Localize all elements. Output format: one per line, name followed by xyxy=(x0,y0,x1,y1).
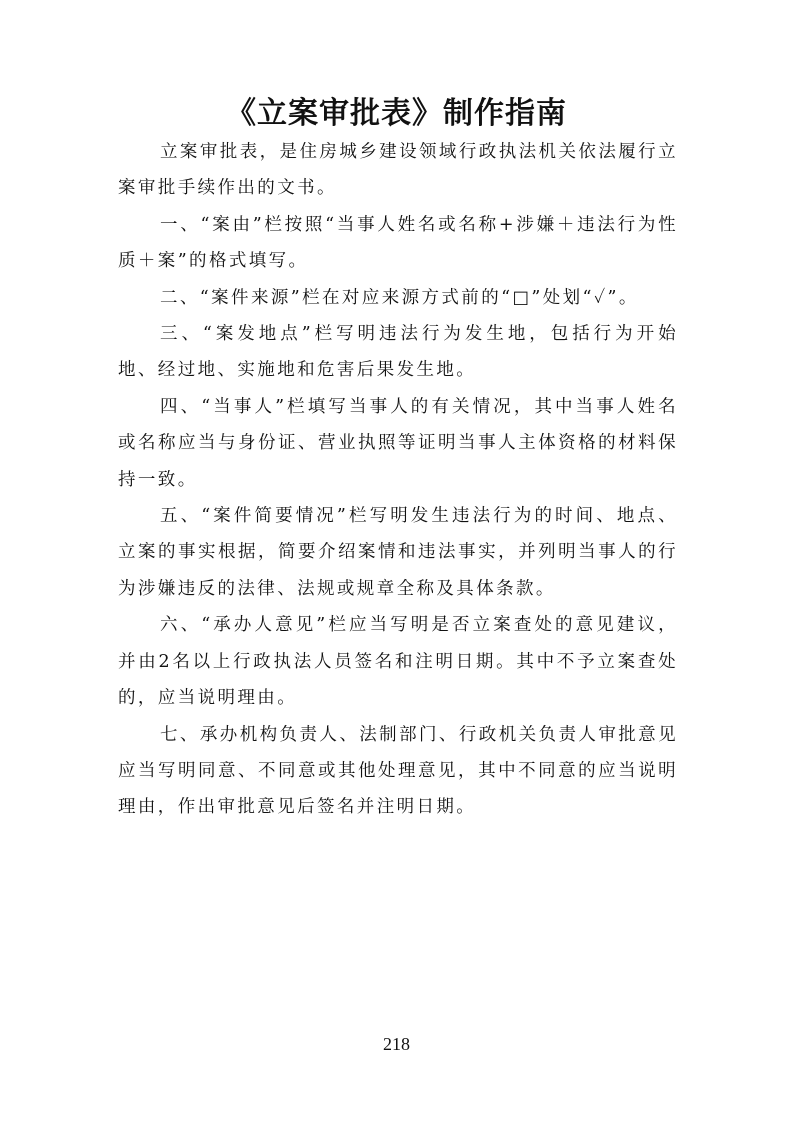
paragraph-7: 七、承办机构负责人、法制部门、行政机关负责人审批意见应当写明同意、不同意或其他处理意见，其中不同意的应当说明理由，作出审批意见后签名并注明日期。 xyxy=(118,724,678,818)
page-number: 218 xyxy=(383,1034,410,1054)
paragraph-4: 四、“当事人”栏填写当事人的有关情况，其中当事人姓名或名称应当与身份证、营业执照等证明当事人主体资格的材料保持一致。 xyxy=(118,396,678,490)
paragraph-3: 三、“案发地点”栏写明违法行为发生地，包括行为开始地、经过地、实施地和危害后果发生地。 xyxy=(118,324,678,381)
paragraph-5: 五、“案件简要情况”栏写明发生违法行为的时间、地点、立案的事实根据，简要介绍案情和违法事实，并列明当事人的行为涉嫌违反的法律、法规或规章全称及具体条款。 xyxy=(118,506,678,599)
document-title: 《立案审批表》制作指南 xyxy=(226,96,567,131)
document-body xyxy=(118,134,678,826)
paragraph-6: 六、“承办人意见”栏应当写明是否立案查处的意见建议，并由2名以上行政执法人员签名和注明日期。其中不予立案查处的，应当说明理由。 xyxy=(118,615,678,709)
paragraph-intro: 立案审批表，是住房城乡建设领域行政执法机关依法履行立案审批手续作出的文书。 xyxy=(118,142,678,199)
paragraph-2: 二、“案件来源”栏在对应来源方式前的“□”处划“✓”。 xyxy=(160,287,639,308)
paragraph-1: 一、“案由”栏按照“当事人姓名或名称+涉嫌＋违法行为性质＋案”的格式填写。 xyxy=(118,214,678,272)
